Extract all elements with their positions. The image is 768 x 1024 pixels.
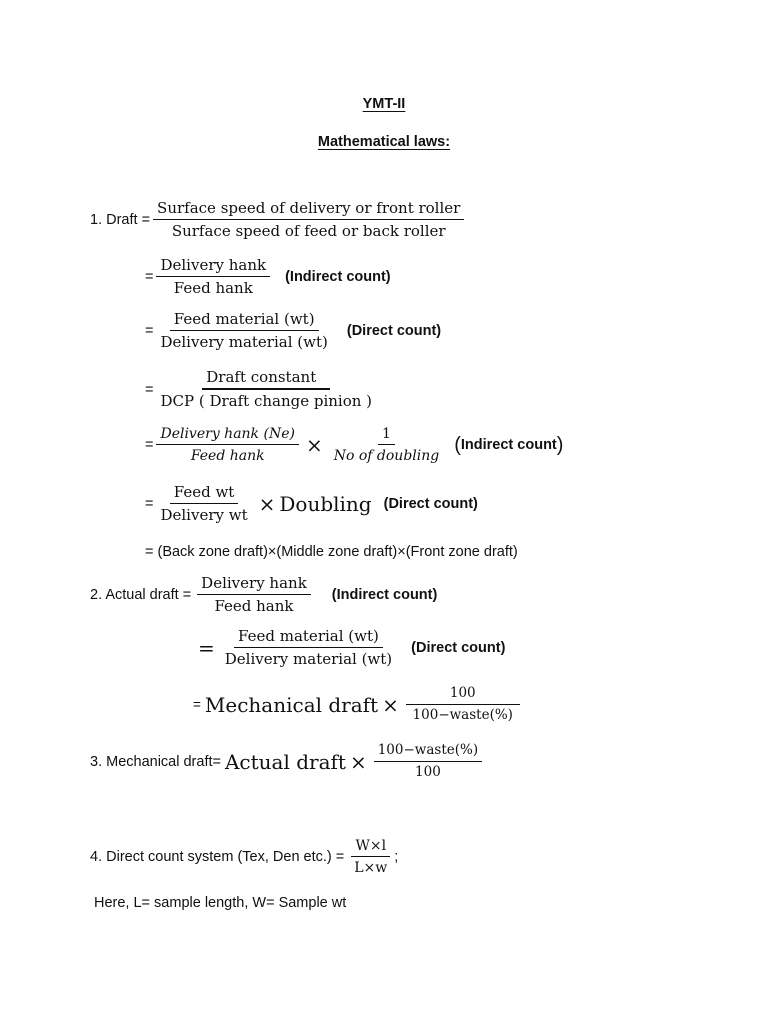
fraction-denominator: Delivery material (wt) bbox=[224, 650, 393, 669]
draft-formula-3 bbox=[145, 311, 441, 352]
equals-sign: = bbox=[145, 496, 154, 513]
actual-draft-formula-2 bbox=[198, 628, 505, 669]
draft-constant-fraction bbox=[156, 369, 376, 411]
fraction-denominator: L×w bbox=[354, 860, 388, 877]
fraction-numerator: Delivery hank bbox=[156, 257, 270, 277]
fraction-numerator: Feed material (wt) bbox=[234, 628, 383, 648]
actual-hank-fraction bbox=[197, 575, 311, 616]
waste-fraction bbox=[374, 743, 482, 780]
direct-count-formula bbox=[90, 838, 398, 876]
fraction-denominator: DCP ( Draft change pinion ) bbox=[160, 392, 373, 411]
draft-material-fraction bbox=[156, 311, 331, 352]
times-sign: × bbox=[305, 433, 323, 458]
mechanical-draft-term: Mechanical draft bbox=[204, 692, 379, 717]
equals-sign: = bbox=[145, 269, 154, 286]
times-sign: × bbox=[258, 492, 276, 517]
draft-formula-4 bbox=[145, 369, 379, 411]
fraction-denominator: Surface speed of feed or back roller bbox=[171, 222, 446, 241]
fraction-denominator: 100 bbox=[415, 763, 441, 780]
draft-formula-1 bbox=[90, 200, 467, 241]
fraction-denominator: No of doubling bbox=[333, 448, 440, 465]
fraction-numerator: Feed material (wt) bbox=[170, 311, 319, 331]
fraction-numerator: Delivery hank (Ne) bbox=[156, 426, 298, 445]
fraction-denominator: Feed hank bbox=[190, 448, 265, 465]
direct-count-label: 4. Direct count system (Tex, Den etc.) = bbox=[90, 849, 345, 866]
equals-sign: = bbox=[198, 636, 215, 661]
open-paren: ( bbox=[454, 433, 461, 456]
equals-sign: = bbox=[145, 437, 154, 454]
actual-draft-formula-3 bbox=[193, 686, 523, 723]
fraction-numerator: W×l bbox=[351, 838, 390, 857]
page-title: YMT-II bbox=[362, 96, 406, 112]
times-sign: × bbox=[349, 749, 367, 774]
close-paren: ) bbox=[556, 433, 564, 456]
actual-draft-label: 2. Actual draft = bbox=[90, 587, 192, 604]
indirect-count-note: (Indirect count) bbox=[285, 269, 391, 286]
equals-sign: = bbox=[193, 697, 201, 713]
indirect-count-note bbox=[454, 434, 563, 457]
fraction-numerator: 1 bbox=[378, 426, 395, 445]
direct-count-fraction bbox=[350, 838, 391, 876]
direct-count-note: (Direct count) bbox=[411, 640, 506, 657]
direct-count-note: (Direct count) bbox=[383, 496, 478, 513]
draft-hank-ne-fraction bbox=[156, 426, 298, 464]
actual-draft-formula-1 bbox=[90, 575, 437, 616]
waste-fraction bbox=[406, 686, 520, 723]
fraction-numerator: 100−waste(%) bbox=[374, 743, 482, 762]
draft-speed-fraction bbox=[153, 200, 464, 241]
draft-formula-5 bbox=[145, 426, 563, 464]
equals-sign: = bbox=[145, 323, 154, 340]
doubling-term: Doubling bbox=[279, 492, 372, 517]
draft-label: 1. Draft = bbox=[90, 212, 151, 229]
draft-wt-fraction bbox=[156, 484, 251, 525]
mechanical-draft-formula bbox=[90, 743, 485, 780]
fraction-numerator: Draft constant bbox=[202, 369, 330, 390]
indirect-count-text: Indirect count bbox=[460, 437, 557, 454]
fraction-denominator: 100−waste(%) bbox=[412, 706, 513, 723]
variable-definitions: Here, L= sample length, W= Sample wt bbox=[94, 895, 347, 911]
direct-count-note: (Direct count) bbox=[346, 323, 442, 340]
section-heading: Mathematical laws: bbox=[317, 134, 451, 150]
mechanical-draft-label: 3. Mechanical draft= bbox=[90, 753, 221, 770]
semicolon: ; bbox=[394, 849, 399, 866]
fraction-denominator: Feed hank bbox=[214, 597, 294, 616]
fraction-numerator: 100 bbox=[406, 686, 520, 705]
fraction-numerator: Feed wt bbox=[170, 484, 239, 504]
draft-hank-fraction bbox=[156, 257, 270, 298]
fraction-denominator: Delivery material (wt) bbox=[160, 333, 328, 352]
actual-material-fraction bbox=[221, 628, 396, 669]
equals-sign: = bbox=[145, 381, 154, 398]
draft-formula-6 bbox=[145, 484, 478, 525]
fraction-numerator: Delivery hank bbox=[197, 575, 311, 595]
doubling-fraction bbox=[330, 426, 444, 464]
fraction-denominator: Delivery wt bbox=[160, 506, 248, 525]
actual-draft-term: Actual draft bbox=[224, 749, 346, 774]
zone-draft-formula: = (Back zone draft)×(Middle zone draft)×(Front zone draft) bbox=[145, 544, 518, 560]
fraction-numerator: Surface speed of delivery or front roller bbox=[153, 200, 464, 220]
indirect-count-note: (Indirect count) bbox=[331, 587, 438, 604]
fraction-denominator: Feed hank bbox=[173, 279, 253, 298]
draft-formula-2 bbox=[145, 257, 391, 298]
times-sign: × bbox=[382, 692, 399, 717]
